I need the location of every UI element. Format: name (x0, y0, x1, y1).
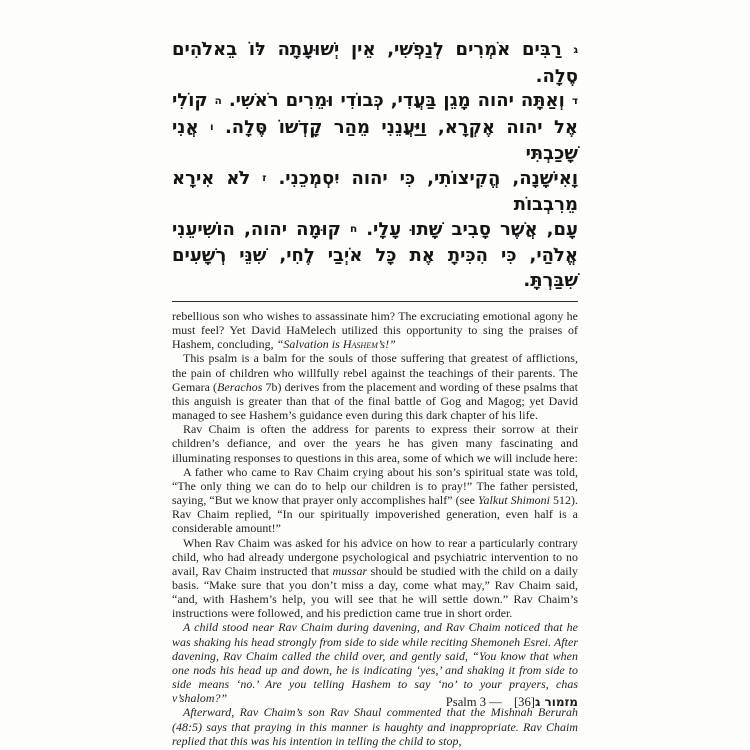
hebrew-psalm-line (172, 218, 578, 245)
commentary-paragraph (172, 620, 578, 705)
text-segment: 7b) derives from the placement and wording of these psalms that this anguish is greater than that of the final battle of Gog and Magog; yet David managed to see Hashem’s guidance even during this dark chapter of his life. (172, 379, 578, 423)
hebrew-psalm-line (172, 116, 578, 167)
text-segment: וָאִישָׁנָה, הֱקִיצוֹתִי, כִּי יהוה יִסְמְכֵנִי. (266, 167, 578, 189)
text-segment: אֶל יהוה אֶקְרָא, וַיַּעֲנֵנִי מֵהַר קָדְשׁוֹ סֶּלָה. (213, 116, 579, 138)
verse-number: ז (262, 172, 267, 185)
text-segment: should be studied with the child on a daily basis. “Make sure that you don’t miss a day, come what may,” Rav Chaim said, “and, with Hashem’s help, you will see that he will settle down.” Rav Chaim’s instructions were followed, and his prediction came true in short order. (172, 563, 578, 621)
text-segment: Yalkut Shimoni (477, 493, 550, 508)
text-segment: ’s!” (377, 337, 396, 352)
text-segment: Hashem (342, 337, 378, 352)
page-footer (172, 695, 578, 710)
text-column (172, 38, 578, 748)
footer-page-number: [36] (513, 695, 535, 709)
text-segment: קוּמָה יהוה, הוֹשִׁיעֵנִי (172, 218, 350, 240)
text-segment: mussar (332, 563, 368, 578)
text-segment: אֲנִי שָׁכַבְתִּי (172, 116, 578, 164)
text-segment: This psalm is a balm for the souls of those suffering that greatest of afflictions, the pain of children who willfully rebel against the teachings of their parents. The Gemara ( (172, 351, 578, 394)
footer-hebrew-title: מזמור ג (534, 695, 578, 709)
commentary-paragraph (172, 705, 578, 747)
verse-number: ח (349, 223, 358, 236)
text-segment: rebellious son who wishes to assassinate him? The excruciating emotional agony he must feel? Yet David HaMelech utilized this opportunity to sing the praises of Hashem, concluding, (172, 309, 578, 352)
text-segment: “Salvation is (276, 337, 343, 352)
verse-number: ה (214, 94, 222, 107)
hebrew-psalm-line (172, 244, 578, 293)
hebrew-psalm-line (172, 167, 578, 218)
text-segment: קוֹלִי (172, 90, 215, 111)
commentary-paragraph (172, 536, 578, 621)
text-segment: 512). Rav Chaim replied, “In our spiritually impoverished generation, even half is a considerable amount!” (172, 493, 579, 536)
text-segment: לֹא אִירָא מֵרִבְבוֹת (172, 167, 578, 215)
hebrew-psalm-text (172, 38, 578, 293)
commentary-paragraph (172, 351, 578, 422)
footer-psalm-label: Psalm 3 — (445, 695, 505, 709)
verse-number: ד (571, 94, 578, 107)
hebrew-psalm-line (172, 38, 578, 89)
text-segment: A father who came to Rav Chaim crying about his son’s spiritual state was told, “The only thing we can do to help our children is to pray!” The father persisted, saying, “But we know that prayer only accomplishes half” (see (172, 464, 578, 508)
text-segment: Afterward, Rav Chaim’s son Rav Shaul commented that the Mishnah Berurah (48:5) says that praying in this manner is haughty and inappropriate. Rav Chaim replied that this was his intention in telling the child to stop, (172, 705, 578, 748)
section-divider (172, 301, 578, 302)
commentary-text (172, 309, 578, 748)
text-segment: וְאַתָּה יהוה מָגֵן בַּעֲדִי, כְּבוֹדִי וּמֵרִים רֹאשִׁי. (221, 90, 572, 111)
text-segment: עָם, אֲשֶׁר סָבִיב שָׁתוּ עָלָי. (357, 218, 578, 240)
verse-number: ג (573, 43, 578, 56)
text-segment: Rav Chaim is often the address for parents to express their sorrow at their children’s defiance, and over the years he has given many fascinating and illuminating responses to questions in this area, some of which we will include here: (172, 422, 578, 465)
verse-number: ו (209, 121, 214, 134)
commentary-paragraph (172, 309, 578, 351)
commentary-paragraph (172, 422, 578, 464)
text-segment: Berachos (217, 379, 263, 394)
text-segment: אֱלֹהַי, כִּי הִכִּיתָ אֶת כָּל אֹיְבַי לֶחִי, שִׁנֵּי רְשָׁעִים שִׁבַּרְתָּ. (172, 245, 578, 291)
text-segment: A child stood near Rav Chaim during davening, and Rav Chaim noticed that he was shaking his head strongly from side to side while reciting Shemoneh Esrei. After davening, Rav Chaim called the child over, and gently said, “You know that when one nods his head up and down, he is indicating ‘yes,’ and shaking it from side to side means ‘no.’ Are you telling Hashem to say ‘no’ to your prayers, chas v’shalom?” (172, 620, 578, 706)
hebrew-psalm-line (172, 89, 578, 116)
text-segment: When Rav Chaim was asked for his advice on how to rear a particularly contrary child, who had already undergone psychological and psychiatric intervention to no avail, Rav Chaim instructed that (172, 535, 578, 578)
commentary-paragraph (172, 465, 578, 536)
text-segment: רַבִּים אֹמְרִים לְנַפְשִׁי, אֵין יְשׁוּעָתָה לּוֹ בֵאלֹהִים סֶלָה. (172, 39, 578, 87)
